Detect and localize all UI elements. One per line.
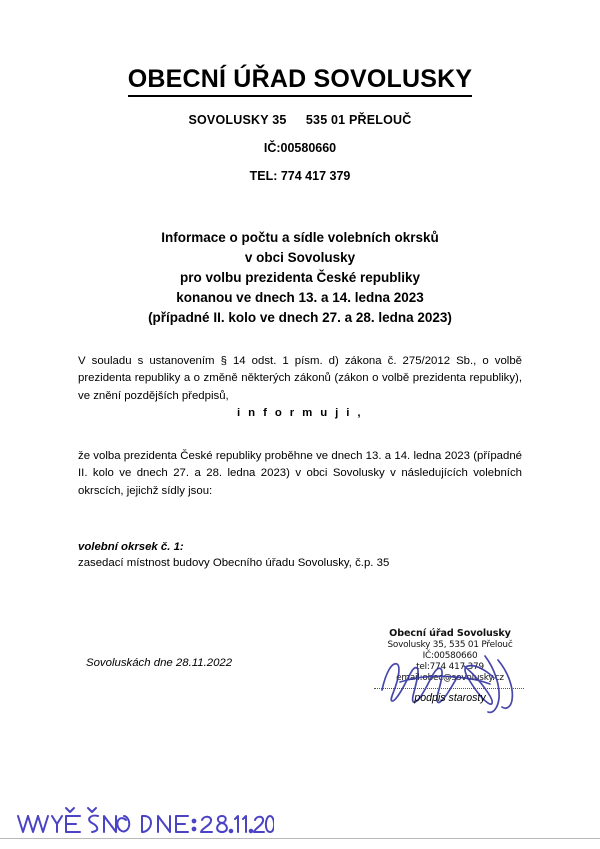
- precinct-block: [78, 541, 522, 569]
- stamp-office-name: Obecní úřad Sovolusky: [389, 628, 511, 639]
- office-stamp-block: [370, 628, 530, 683]
- office-address: [0, 113, 600, 127]
- legal-reference-paragraph: V souladu s ustanovením § 14 odst. 1 písm. d) zákona č. 275/2012 Sb., o volbě prezidenta republiky a o změně některých zákonů (zákon o volbě prezidenta republiky), ve znění pozdějších předpisů,: [78, 355, 522, 402]
- office-address-city: 535 01 PŘELOUČ: [305, 112, 412, 127]
- page-bottom-divider: [0, 838, 600, 839]
- office-address-street: SOVOLUSKY 35: [188, 112, 287, 127]
- posted-on-handwritten-note: [14, 800, 274, 842]
- informuji-heading: i n f o r m u j i ,: [237, 407, 363, 419]
- place-and-date: Sovoluskách dne 28.11.2022: [86, 657, 233, 669]
- office-ico: IČ:00580660: [263, 140, 337, 155]
- document-title-line-5: (případné II. kolo ve dnech 27. a 28. ledna 2023): [148, 309, 452, 325]
- office-title: OBECNÍ ÚŘAD SOVOLUSKY: [128, 66, 473, 97]
- document-title-line-4: konanou ve dnech 13. a 14. ledna 2023: [176, 289, 424, 305]
- election-info-paragraph: že volba prezidenta České republiky proběhne ve dnech 13. a 14. ledna 2023 (případné II. kolo ve dnech 27. a 28. ledna 2023) v obci Sovolusky v následujících volebních okrscích, jejichž sídly jsou:: [78, 450, 522, 497]
- letterhead: [0, 66, 600, 183]
- signature-line: [374, 688, 524, 689]
- precinct-location: zasedací místnost budovy Obecního úřadu Sovolusky, č.p. 35: [78, 557, 390, 569]
- stamp-office-telephone: tel:774 417 379: [416, 662, 484, 672]
- office-telephone: TEL: 774 417 379: [249, 168, 351, 183]
- stamp-office-ico: IČ:00580660: [422, 651, 478, 661]
- document-title-line-2: v obci Sovolusky: [244, 249, 356, 265]
- document-title-line-3: pro volbu prezidenta České republiky: [179, 269, 421, 285]
- signature-caption: podpis starosty: [414, 692, 486, 704]
- document-title-line-1: Informace o počtu a sídle volebních okrsků: [161, 230, 439, 245]
- stamp-office-email: email:obec@sovolusky.cz: [396, 673, 504, 683]
- document-title: [0, 228, 600, 328]
- precinct-label: volební okrsek č. 1:: [78, 541, 184, 553]
- stamp-office-address: Sovolusky 35, 535 01 Přelouč: [387, 640, 513, 650]
